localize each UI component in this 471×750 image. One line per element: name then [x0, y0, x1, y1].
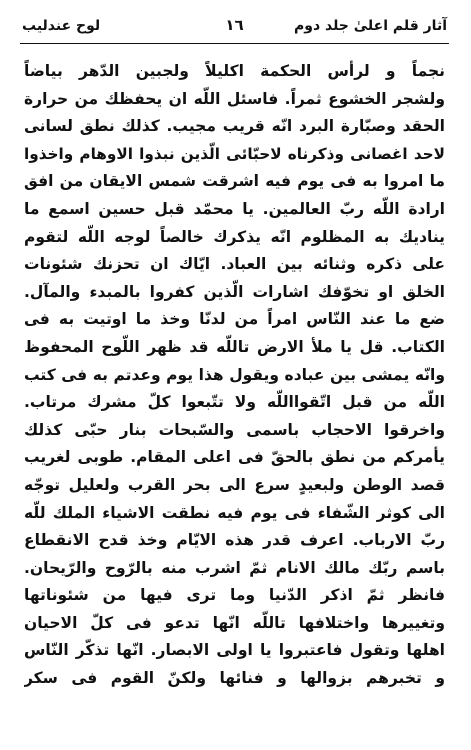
text-line: اللّه من قبل اتّقوااللّه ولا تتّبعوا كلّ مشرك مرتاب.	[24, 393, 445, 412]
text-line: الخلق او تخوّفك اشارات الّذين كفروا بالمبدء والمآل.	[24, 282, 445, 301]
text-line: اهلها وتقول فاعتبروا يا اولى الابصار. انّها تذكّر النّاس	[24, 641, 445, 660]
text-line: نجماً و لرأس الحكمة اكليلاً ولجبين الدّهر بياضاً	[24, 62, 445, 80]
text-line: ضع ما عند النّاس امراً من لدنّا وخذ ما اوتيت به فى	[24, 310, 445, 329]
text-line: يناديك به المظلوم انّه يذكرك خالصاً لوجه اللّه لتقوم	[24, 227, 445, 246]
text-line: واخرقوا الاحجاب باسمى والسّبحات بنار حبّى كذلك	[24, 420, 445, 439]
text-line: لاحد اغصانى وذكرناه لاحبّائى الّذين نبذوا الاوهام واخذوا	[24, 144, 445, 163]
text-line: ارادة اللّه ربّ العالمين. يا محمّد قبل حسين اسمع ما	[24, 199, 445, 218]
text-line: و تخبرهم بزوالها و فنائها ولكنّ القوم فى سكر	[24, 669, 445, 688]
text-line: وتغييرها واختلافها تاللّه انّها تدعو فى كلّ الاحيان	[24, 613, 445, 632]
body-text	[24, 58, 445, 693]
section-title: لوح عندليب	[22, 18, 101, 34]
text-line: باسم ربّك مالك الانام ثمّ اشرب منه بالرّوح والرّيحان.	[24, 558, 445, 577]
text-line: على ذكره وثنائه بين العباد. ايّاك ان تحزنك شئونات	[24, 255, 445, 274]
text-line: قصد الوطن ولبعيدٍ سرع الى بحر القرب ولعليل توجّه	[24, 475, 445, 494]
book-title: آثار قلم اعلیٰ جلد دوم	[293, 18, 447, 34]
text-line: يأمركم من نطق بالحقّ فى اعلى المقام. طوبى لغريب	[24, 448, 445, 467]
page-header	[22, 14, 447, 44]
text-line: ما امروا به فى يوم فيه اشرقت شمس الايقان من افق	[24, 172, 445, 191]
header-rule	[20, 43, 449, 44]
text-line: الحقد وصبّارة البرد انّه قريب مجيب. كذلك نطق لسانى	[24, 117, 445, 136]
text-line: فانظر ثمّ اذكر الدّنيا وما ترى فيها من شئوناتها	[24, 586, 445, 605]
text-line: ولشجر الخشوع ثمراً. فاسئل اللّه ان يحفظك من حرارة	[24, 89, 445, 108]
text-line: الى كوثر الشّفاء فى يوم فيه نطقت الاشياء الملك للّه	[24, 503, 445, 522]
text-line: ربّ الارباب. اعرف قدر هذه الايّام وخذ قدح الانقطاع	[24, 531, 445, 550]
text-line: الكتاب. قل يا ملأ الارض تاللّه قد ظهر اللّوح المحفوظ	[24, 337, 445, 356]
page-number: ١٦	[225, 16, 244, 34]
text-line: وانّه يمشى بين عباده ويقول هذا يوم وعدتم به فى كتب	[24, 365, 445, 384]
